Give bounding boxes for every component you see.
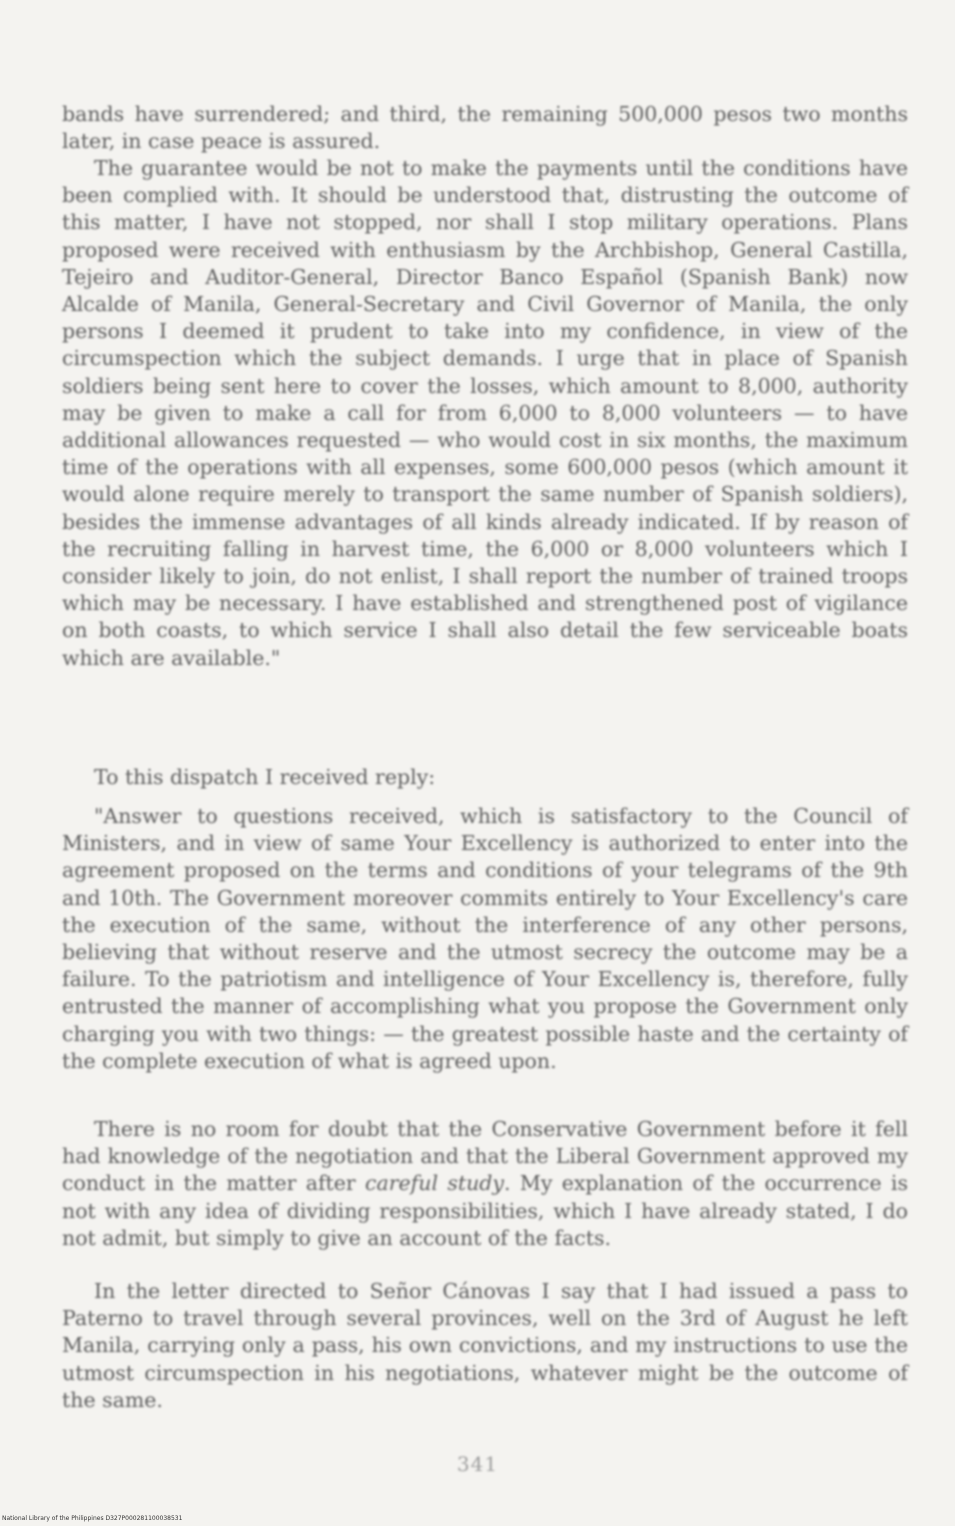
paragraph-6: [62, 1278, 908, 1414]
paragraph-3: [62, 764, 908, 791]
paragraph-2: [62, 155, 908, 672]
footer-credit: National Library of the Philippines D327P000281100038531: [2, 1515, 183, 1522]
paragraph-text-continued: . My explanation of the occurrence is not with any idea of dividing responsibilities, which I have already stated, I do not admit, but simply to give an account of the facts.: [62, 1171, 908, 1250]
paragraph-text: To this dispatch I received reply:: [94, 765, 436, 789]
paragraph-text: There is no room for doubt that the Conservative Government before it fell had knowledge of the negotiation and that the Liberal Government approved my conduct in the matter after: [62, 1117, 908, 1196]
paragraph-text: "Answer to questions received, which is satisfactory to the Council of Ministers, and in view of same Your Excellency is authorized to enter into the agreement proposed on the terms and conditions of your telegrams of the 9th and 10th. The Government moreover commits entirely to Your Excellency's care the execution of the same, without the interference of any other persons, believing that without reserve and the utmost secrecy the outcome may be a failure. To the patriotism and intelligence of Your Excellency is, therefore, fully entrusted the manner of accomplishing what you propose the Government only charging you with two things: — the greatest possible haste and the certainty of the complete execution of what is agreed upon.: [62, 804, 908, 1073]
italic-phrase: careful study: [365, 1171, 505, 1196]
paragraph-5: [62, 1116, 908, 1252]
paragraph-text: bands have surrendered; and third, the remaining 500,000 pesos two months later, in case peace is assured.: [62, 102, 908, 154]
page-number: 341: [456, 1452, 499, 1476]
paragraph-text: In the letter directed to Señor Cánovas I say that I had issued a pass to Paterno to travel through several provinces, well on the 3rd of August he left Manila, carrying only a pass, his own convictions, and my instructions to use the utmost circumspection in his negotiations, whatever might be the outcome of the same.: [62, 1279, 908, 1412]
paragraph-text: The guarantee would be not to make the payments until the conditions have been complied with. It should be understood that, distrusting the outcome of this matter, I have not stopped, nor shall I stop military operations. Plans proposed were received with enthusiasm by the Archbishop, General Castilla, Tejeiro and Auditor-General, Director Banco Español (Spanish Bank) now Alcalde of Manila, General-Secretary and Civil Governor of Manila, the only persons I deemed it prudent to take into my confidence, in view of the circumspection which the subject demands. I urge that in place of Spanish soldiers being sent here to cover the losses, which amount to 8,000, authority may be given to make a call for from 6,000 to 8,000 volunteers — to have additional allowances requested — who would cost in six months, the maximum time of the operations with all expenses, some 600,000 pesos (which amount it would alone require merely to transport the same number of Spanish soldiers), besides the immense advantages of all kinds already indicated. If by reason of the recruiting falling in harvest time, the 6,000 or 8,000 volunteers which I consider likely to join, do not enlist, I shall report the number of trained troops which may be necessary. I have established and strengthened post of vigilance on both coasts, to which service I shall also detail the few serviceable boats which are available.": [62, 156, 908, 670]
paragraph-1: [62, 101, 908, 155]
paragraph-4-quote: [62, 803, 908, 1075]
